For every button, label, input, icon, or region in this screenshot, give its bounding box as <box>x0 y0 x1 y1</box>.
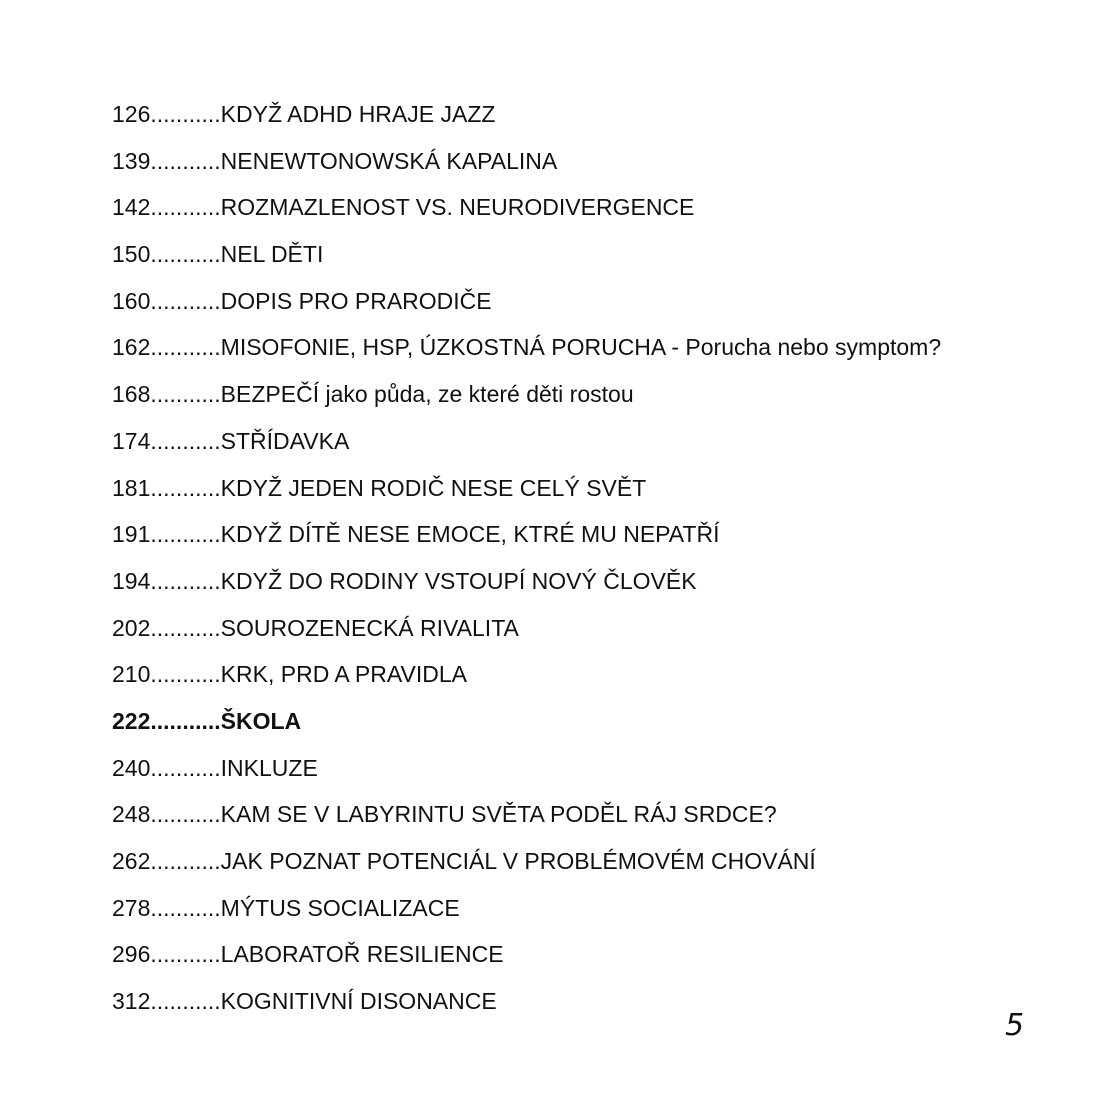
toc-chapter-title: KDYŽ DÍTĚ NESE EMOCE, KTRÉ MU NEPATŘÍ <box>220 521 720 548</box>
toc-chapter-title: KOGNITIVNÍ DISONANCE <box>220 988 497 1015</box>
toc-page-number: 181 <box>112 474 151 501</box>
toc-page-number: 312 <box>112 988 151 1015</box>
toc-chapter-title: KAM SE V LABYRINTU SVĚTA PODĚL RÁJ SRDCE? <box>220 801 777 828</box>
toc-leader-dots: ........... <box>150 801 221 828</box>
toc-page-number: 162 <box>112 334 151 361</box>
toc-leader-dots: ........... <box>150 567 221 594</box>
toc-entry <box>112 892 941 939</box>
toc-page-number: 240 <box>112 754 151 781</box>
toc-leader-dots: ........... <box>150 614 221 641</box>
toc-entry <box>112 658 941 705</box>
toc-chapter-title: KDYŽ ADHD HRAJE JAZZ <box>220 101 496 127</box>
toc-leader-dots: ........... <box>150 194 221 221</box>
toc-entry <box>112 145 941 192</box>
toc-page-number: 222 <box>112 707 151 734</box>
toc-entry <box>112 518 941 565</box>
toc-leader-dots: ........... <box>150 894 221 921</box>
toc-page-number: 168 <box>112 381 151 408</box>
toc-chapter-title: MÝTUS SOCIALIZACE <box>220 894 460 921</box>
page-number: 5 <box>1005 1008 1025 1043</box>
table-of-contents <box>112 98 941 1032</box>
toc-entry <box>112 845 941 892</box>
toc-leader-dots: ........... <box>150 427 221 454</box>
toc-entry <box>112 798 941 845</box>
toc-leader-dots: ........... <box>150 101 221 127</box>
toc-chapter-title: BEZPEČÍ jako půda, ze které děti rostou <box>220 381 634 408</box>
toc-page-number: 150 <box>112 241 151 268</box>
toc-chapter-title: SOUROZENECKÁ RIVALITA <box>220 614 519 641</box>
toc-leader-dots: ........... <box>150 707 221 734</box>
toc-chapter-title: KDYŽ JEDEN RODIČ NESE CELÝ SVĚT <box>220 474 647 501</box>
toc-entry <box>112 752 941 799</box>
toc-entry <box>112 331 941 378</box>
toc-leader-dots: ........... <box>150 287 221 314</box>
toc-leader-dots: ........... <box>150 941 221 968</box>
toc-leader-dots: ........... <box>150 848 221 874</box>
toc-entry <box>112 238 941 285</box>
toc-page-number: 194 <box>112 567 151 594</box>
toc-leader-dots: ........... <box>150 334 221 361</box>
toc-entry <box>112 705 941 752</box>
toc-page-number: 160 <box>112 287 151 314</box>
toc-entry <box>112 285 941 332</box>
toc-page-number: 142 <box>112 194 151 221</box>
toc-chapter-title: INKLUZE <box>220 754 318 781</box>
toc-leader-dots: ........... <box>150 147 221 174</box>
toc-entry <box>112 472 941 519</box>
toc-page-number: 126 <box>112 101 151 127</box>
toc-entry <box>112 985 941 1032</box>
toc-entry <box>112 98 941 145</box>
toc-chapter-title: ŠKOLA <box>220 707 302 734</box>
toc-page-number: 296 <box>112 941 151 968</box>
toc-entry <box>112 378 941 425</box>
toc-leader-dots: ........... <box>150 661 221 688</box>
toc-page-number: 174 <box>112 427 151 454</box>
toc-chapter-title: STŘÍDAVKA <box>220 427 350 454</box>
toc-entry <box>112 612 941 659</box>
toc-page-number: 139 <box>112 147 151 174</box>
toc-leader-dots: ........... <box>150 754 221 781</box>
toc-entry <box>112 938 941 985</box>
toc-chapter-title: KRK, PRD A PRAVIDLA <box>220 661 467 688</box>
toc-chapter-title: JAK POZNAT POTENCIÁL V PROBLÉMOVÉM CHOVÁNÍ <box>220 848 816 874</box>
toc-leader-dots: ........... <box>150 474 221 501</box>
toc-leader-dots: ........... <box>150 988 221 1015</box>
toc-leader-dots: ........... <box>150 381 221 408</box>
toc-chapter-title: MISOFONIE, HSP, ÚZKOSTNÁ PORUCHA - Porucha nebo symptom? <box>220 334 942 361</box>
toc-entry <box>112 565 941 612</box>
toc-chapter-title: KDYŽ DO RODINY VSTOUPÍ NOVÝ ČLOVĚK <box>220 567 697 594</box>
toc-entry <box>112 425 941 472</box>
toc-page-number: 278 <box>112 894 151 921</box>
toc-page-number: 210 <box>112 661 151 688</box>
toc-page-number: 262 <box>112 848 151 874</box>
toc-chapter-title: DOPIS PRO PRARODIČE <box>220 287 492 314</box>
toc-leader-dots: ........... <box>150 241 221 268</box>
toc-chapter-title: LABORATOŘ RESILIENCE <box>220 941 504 968</box>
toc-page-number: 191 <box>112 521 151 548</box>
toc-entry <box>112 191 941 238</box>
toc-chapter-title: NENEWTONOWSKÁ KAPALINA <box>220 147 558 174</box>
toc-leader-dots: ........... <box>150 521 221 548</box>
toc-page-number: 248 <box>112 801 151 828</box>
toc-page-number: 202 <box>112 614 151 641</box>
toc-chapter-title: ROZMAZLENOST VS. NEURODIVERGENCE <box>220 194 695 221</box>
toc-chapter-title: NEL DĚTI <box>220 241 324 268</box>
